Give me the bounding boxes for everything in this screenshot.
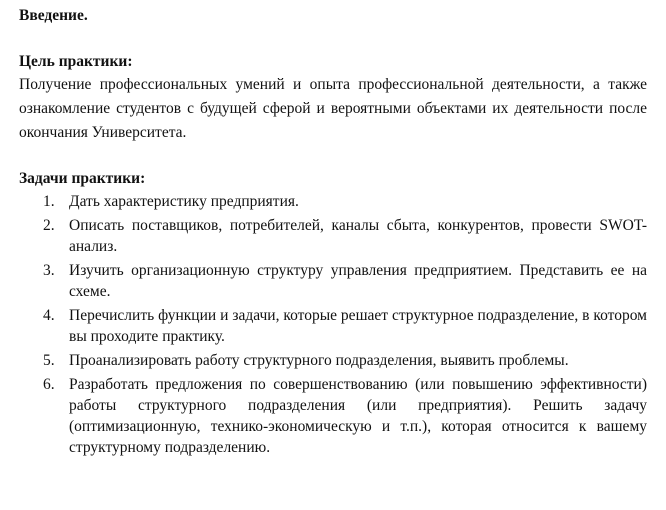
task-item bbox=[19, 215, 647, 257]
intro-heading: Введение. bbox=[19, 7, 88, 24]
document-page bbox=[19, 6, 647, 461]
task-text: Перечислить функции и задачи, которые решает структурное подразделение, в котором вы проходите практику. bbox=[69, 307, 647, 345]
tasks-list bbox=[19, 191, 647, 458]
task-item bbox=[19, 305, 647, 347]
task-item bbox=[19, 374, 647, 458]
task-item bbox=[19, 191, 647, 212]
task-number: 5. bbox=[43, 352, 55, 369]
goal-heading: Цель практики: bbox=[19, 53, 133, 70]
task-number: 1. bbox=[43, 193, 55, 210]
tasks-heading: Задачи практики: bbox=[19, 170, 146, 187]
task-text: Проанализировать работу структурного подразделения, выявить проблемы. bbox=[69, 352, 569, 369]
task-item bbox=[19, 260, 647, 302]
task-text: Дать характеристику предприятия. bbox=[69, 193, 299, 210]
task-text: Изучить организационную структуру управления предприятием. Представить ее на схеме. bbox=[69, 262, 647, 300]
goal-paragraph: Получение профессиональных умений и опыта профессиональной деятельности, а также ознакомление студентов с будущей сферой и вероятными объектами их деятельности после окончания Университета. bbox=[19, 76, 647, 141]
task-text: Описать поставщиков, потребителей, каналы сбыта, конкурентов, провести SWOT- анализ. bbox=[69, 217, 647, 255]
task-number: 3. bbox=[43, 262, 55, 279]
task-number: 4. bbox=[43, 307, 55, 324]
task-number: 6. bbox=[43, 376, 55, 393]
task-item bbox=[19, 350, 647, 371]
task-text: Разработать предложения по совершенствованию (или повышению эффективности) работы структурного подразделения (или предприятия). Решить задачу (оптимизационную, технико-экономическую и т.п.), которая относится к вашему структурному подразделению. bbox=[69, 376, 647, 456]
task-number: 2. bbox=[43, 217, 55, 234]
